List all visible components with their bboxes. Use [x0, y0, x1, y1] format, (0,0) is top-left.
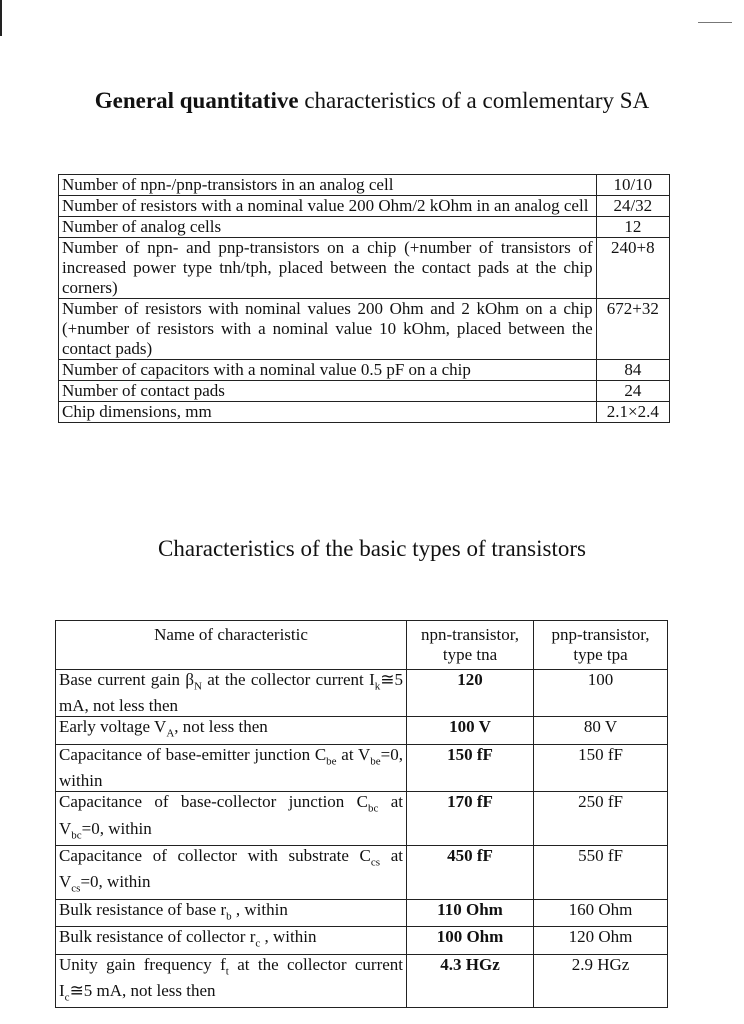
characteristic-text: Base current gain β	[59, 670, 194, 689]
npn-value: 4.3 HGz	[407, 954, 534, 1008]
summary-label: Chip dimensions, mm	[59, 402, 597, 423]
table-row	[59, 360, 670, 381]
characteristic-text-tail-2: =0, within	[59, 744, 403, 791]
summary-value: 240+8	[596, 238, 669, 299]
table-row	[56, 954, 668, 1008]
summary-table	[58, 174, 670, 423]
characteristic-text: Bulk resistance of collector r	[59, 927, 256, 947]
characteristic-text: Unity gain frequency f	[59, 954, 226, 974]
npn-value: 450 fF	[407, 845, 534, 899]
summary-value: 12	[596, 217, 669, 238]
pnp-value: 250 fF	[534, 792, 668, 846]
npn-value: 150 fF	[407, 744, 534, 791]
summary-label: Number of npn- and pnp-transistors on a chip (+number of transistors of increased power type tnh/tph, placed between the contact pads at the chip corners)	[59, 238, 597, 299]
npn-value: 100 Ohm	[407, 927, 534, 954]
table-row	[56, 670, 668, 717]
pnp-value: 100	[534, 670, 668, 717]
characteristic-text-tail-2: ≅5 mA, not less then	[69, 980, 216, 1000]
characteristic-name	[56, 954, 407, 1008]
table-row	[59, 402, 670, 423]
characteristic-subscript: b	[226, 910, 232, 923]
table-row	[59, 238, 670, 299]
characteristic-subscript-2: cs	[71, 882, 81, 895]
summary-label: Number of capacitors with a nominal value 0.5 pF on a chip	[59, 360, 597, 381]
summary-value: 24	[596, 381, 669, 402]
transistor-table	[55, 620, 668, 1008]
characteristic-text-tail: , within	[231, 899, 288, 919]
characteristic-text-tail-2: =0, within	[80, 872, 151, 892]
summary-label: Number of analog cells	[59, 217, 597, 238]
table-row	[59, 175, 670, 196]
characteristic-name	[56, 927, 407, 954]
summary-value: 672+32	[596, 299, 669, 360]
table-row	[56, 927, 668, 954]
table-row	[59, 217, 670, 238]
characteristic-text-tail-2: =0, within	[81, 818, 152, 838]
table-row	[56, 845, 668, 899]
characteristic-subscript: be	[326, 755, 337, 768]
table-row	[56, 792, 668, 846]
header-name: Name of characteristic	[56, 621, 407, 670]
table-row	[56, 899, 668, 926]
characteristic-name	[56, 717, 407, 744]
characteristic-text: Capacitance of base-collector junction C	[59, 792, 368, 812]
summary-value: 10/10	[596, 175, 669, 196]
characteristic-subscript-2: be	[370, 755, 381, 768]
scan-edge-line	[698, 22, 732, 23]
characteristic-name	[56, 744, 407, 791]
summary-title	[0, 88, 744, 114]
characteristic-name	[56, 845, 407, 899]
table-row	[56, 717, 668, 744]
pnp-value: 150 fF	[534, 744, 668, 791]
scan-edge-mark	[0, 0, 2, 36]
characteristic-text: Bulk resistance of base r	[59, 899, 227, 919]
characteristic-text: Capacitance of base-emitter junction C	[59, 744, 327, 764]
pnp-value: 120 Ohm	[534, 927, 668, 954]
npn-value: 110 Ohm	[407, 899, 534, 926]
characteristic-text-tail-2: ≅5 mA, not less then	[59, 670, 403, 716]
summary-value: 84	[596, 360, 669, 381]
characteristic-subscript: A	[166, 727, 175, 740]
pnp-value: 160 Ohm	[534, 899, 668, 926]
characteristic-name	[56, 670, 407, 717]
header-pnp: pnp-transistor, type tpa	[534, 621, 668, 670]
summary-label: Number of contact pads	[59, 381, 597, 402]
characteristic-subscript: cs	[370, 856, 381, 869]
summary-title-rest: characteristics of a comlementary SA	[298, 88, 650, 113]
characteristic-subscript-2: c	[64, 991, 70, 1004]
characteristic-text-tail: at the collector current I	[59, 954, 403, 1000]
header-npn: npn-transistor, type tna	[407, 621, 534, 670]
characteristic-name	[56, 899, 407, 926]
transistor-table-header	[56, 621, 668, 670]
summary-label: Number of resistors with a nominal value 200 Ohm/2 kOhm in an analog cell	[59, 196, 597, 217]
characteristic-name	[56, 792, 407, 846]
pnp-value: 80 V	[534, 717, 668, 744]
summary-label: Number of resistors with nominal values 200 Ohm and 2 kOhm on a chip (+number of resistors with a nominal value 10 kOhm, placed between the contact pads)	[59, 299, 597, 360]
table-row	[59, 196, 670, 217]
npn-value: 120	[407, 670, 534, 717]
characteristic-subscript-2: bc	[71, 828, 82, 841]
pnp-value: 550 fF	[534, 845, 668, 899]
summary-value: 24/32	[596, 196, 669, 217]
characteristic-subscript-2: k	[374, 680, 381, 693]
npn-value: 170 fF	[407, 792, 534, 846]
characteristic-text-tail: at the collector current I	[201, 670, 375, 689]
characteristic-text: Early voltage V	[59, 717, 167, 737]
summary-label: Number of npn-/pnp-transistors in an analog cell	[59, 175, 597, 196]
characteristic-text-tail: at V	[59, 845, 403, 892]
summary-title-bold: General quantitative	[94, 88, 299, 113]
characteristic-subscript: bc	[367, 802, 379, 815]
characteristic-text-tail: , not less then	[174, 717, 268, 737]
characteristic-text-tail: , within	[260, 927, 317, 947]
table-row	[59, 299, 670, 360]
table-row	[59, 381, 670, 402]
characteristic-subscript: N	[194, 680, 202, 693]
table-row	[56, 744, 668, 791]
characteristic-subscript: c	[255, 937, 261, 950]
characteristic-text: Capacitance of collector with substrate C	[59, 845, 371, 865]
transistors-title: Characteristics of the basic types of transistors	[158, 536, 586, 561]
characteristic-subscript: t	[225, 964, 229, 977]
summary-value: 2.1×2.4	[596, 402, 669, 423]
pnp-value: 2.9 HGz	[534, 954, 668, 1008]
characteristic-text-tail: at V	[59, 792, 403, 838]
npn-value: 100 V	[407, 717, 534, 744]
characteristic-text-tail: at V	[336, 744, 371, 764]
